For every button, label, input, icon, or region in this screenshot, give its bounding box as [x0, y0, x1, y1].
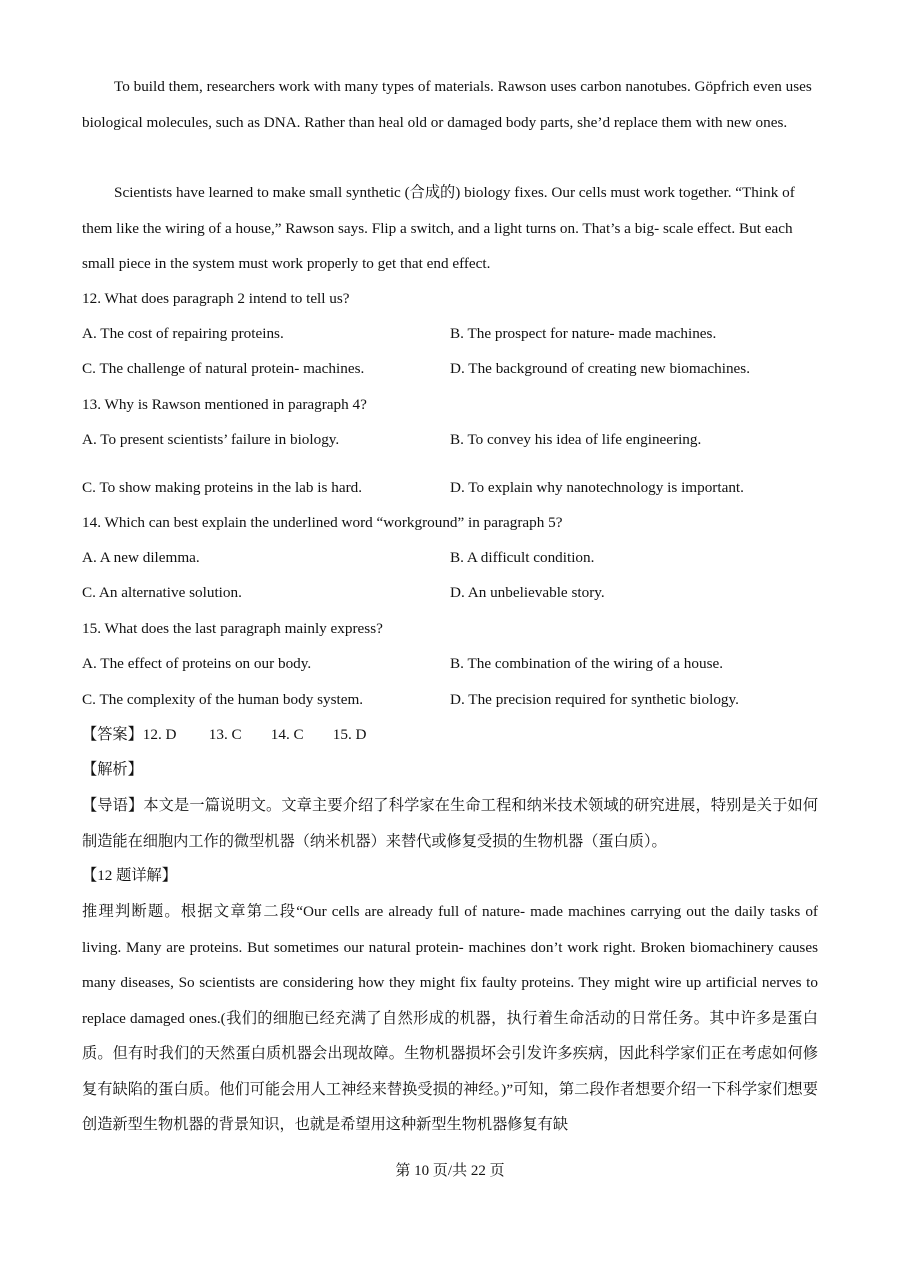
question-12-option-b: B. The prospect for nature- made machines. — [450, 325, 717, 342]
answer-line — [82, 725, 367, 745]
question-13-stem: 13. Why is Rawson mentioned in paragraph 4? — [82, 396, 367, 413]
detail-12-label: 【12 题详解】 — [82, 867, 177, 884]
question-13-option-a: A. To present scientists’ failure in biology. — [82, 431, 340, 448]
question-15-stem: 15. What does the last paragraph mainly express? — [82, 620, 383, 637]
answer-label: 【答案】 — [82, 726, 143, 743]
question-13-option-c: C. To show making proteins in the lab is hard. — [82, 479, 363, 496]
question-15-option-c: C. The complexity of the human body system. — [82, 691, 364, 708]
question-15-option-b: B. The combination of the wiring of a house. — [450, 655, 724, 672]
question-12-option-c: C. The challenge of natural protein- machines. — [82, 360, 365, 377]
question-14-option-a: A. A new dilemma. — [82, 549, 200, 566]
question-14-option-d: D. An unbelievable story. — [450, 584, 605, 601]
answer-item-12: 12. D — [142, 726, 177, 743]
answer-item-15: 15. D — [332, 726, 367, 743]
question-15-option-a: A. The effect of proteins on our body. — [82, 655, 312, 672]
passage-paragraph-2: Scientists have learned to make small synthetic (合成的) biology fixes. Our cells must work together. “Think of them like the wiring of a house,” Rawson says. Flip a switch, and a light turns on. That’s a big- scale effect. But each small piece in the system must work properly to get that end effect. — [82, 184, 795, 272]
question-12-option-a: A. The cost of repairing proteins. — [82, 325, 284, 342]
answer-item-13: 13. C — [208, 726, 242, 743]
question-14-stem: 14. Which can best explain the underlined word “workground” in paragraph 5? — [82, 514, 563, 531]
question-12-stem: 12. What does paragraph 2 intend to tell us? — [82, 290, 350, 307]
question-14-option-b: B. A difficult condition. — [450, 549, 595, 566]
guide-paragraph: 【导语】本文是一篇说明文。文章主要介绍了科学家在生命工程和纳米技术领域的研究进展，特别是关于如何制造能在细胞内工作的微型机器（纳米机器）来替代或修复受损的生物机器（蛋白质）。 — [82, 797, 818, 850]
answer-item-14: 14. C — [270, 726, 304, 743]
detail-12-paragraph: 推理判断题。根据文章第二段“Our cells are already full of nature- made machines carrying out the daily tasks of living. Many are proteins. But sometimes our natural protein- machines don’t work right. Broken biomachinery causes many diseases, So scientists are considering how they might fix faulty proteins. They might wire up artificial nerves to replace damaged ones.(我们的细胞已经充满了自然形成的机器，执行着生命活动的日常任务。其中许多是蛋白质。但有时我们的天然蛋白质机器会出现故障。生物机器损坏会引发许多疾病，因此科学家们正在考虑如何修复有缺陷的蛋白质。他们可能会用人工神经来替换受损的神经。)”可知，第二段作者想要介绍一下科学家们想要创造新型生物机器的背景知识，也就是希望用这种新型生物机器修复有缺 — [82, 903, 818, 1133]
question-14-option-c: C. An alternative solution. — [82, 584, 242, 601]
question-13-option-b: B. To convey his idea of life engineering. — [450, 431, 702, 448]
question-13-option-d: D. To explain why nanotechnology is important. — [450, 479, 744, 496]
page-footer: 第 10 页/共 22 页 — [395, 1163, 505, 1179]
passage-paragraph-1: To build them, researchers work with many types of materials. Rawson uses carbon nanotubes. Göpfrich even uses biological molecules, such as DNA. Rather than heal old or damaged body parts, she’d replace them with new ones. — [82, 78, 812, 131]
question-15-option-d: D. The precision required for synthetic biology. — [450, 691, 739, 708]
analysis-label: 【解析】 — [82, 761, 143, 778]
question-12-option-d: D. The background of creating new biomachines. — [450, 360, 750, 377]
